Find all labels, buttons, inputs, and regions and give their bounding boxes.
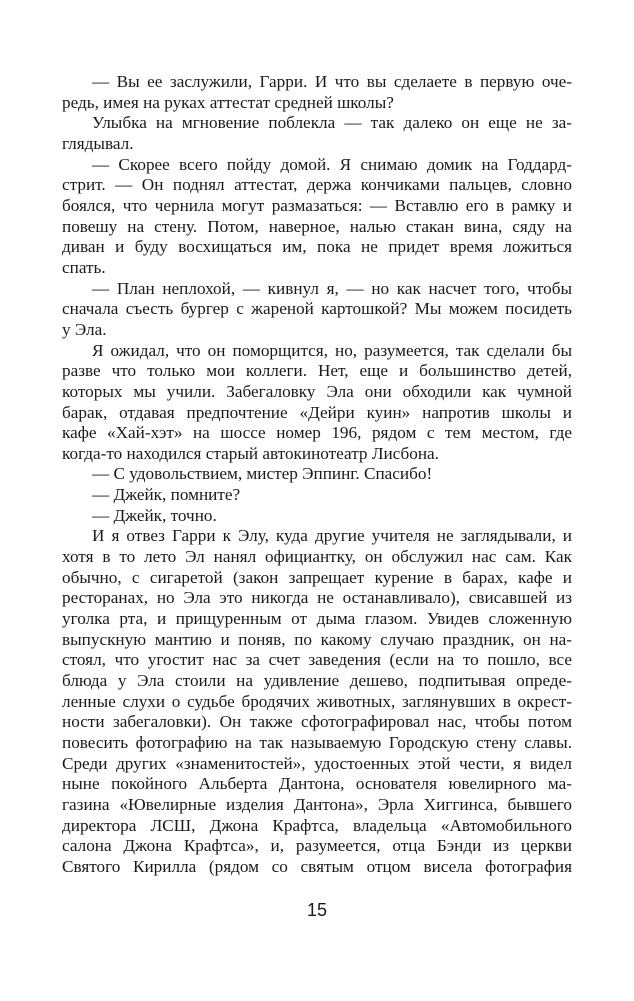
text-line: редь, имея на руках аттестат средней школы? bbox=[62, 92, 394, 112]
text-line: повесить фотографию на так называемую Городскую стену славы. bbox=[62, 733, 572, 752]
text-line: выпускную мантию и поняв, по какому случаю праздник, он на- bbox=[62, 629, 572, 649]
text-line: И я отвез Гарри к Элу, куда другие учителя не заглядывали, и bbox=[92, 526, 572, 546]
text-line: уголка рта, и прищуренным от дыма глазом. Увидев сложенную bbox=[62, 609, 572, 629]
text-line: сначала съесть бургер с жареной картошкой? Мы можем посидеть bbox=[62, 299, 572, 319]
text-line: — План неплохой, — кивнул я, — но как насчет того, чтобы bbox=[92, 278, 572, 298]
text-line: директора ЛСШ, Джона Крафтса, владельца «Автомобильного bbox=[62, 815, 572, 835]
text-line: диван и буду восхищаться им, пока не придет время ложиться bbox=[62, 237, 572, 257]
page-number: 15 bbox=[306, 900, 328, 920]
text-line: которых мы учили. Забегаловку Эла они обходили как чумной bbox=[62, 381, 572, 401]
text-line: — С удовольствием, мистер Эппинг. Спасибо! bbox=[92, 464, 433, 484]
text-line: хотя в то лето Эл нанял официантку, он обслужил нас сам. Как bbox=[62, 547, 572, 567]
text-line: — Скорее всего пойду домой. Я снимаю домик на Годдард- bbox=[92, 154, 572, 174]
text-line: ленные слухи о судьбе бродячих животных, заглянувших в окрест- bbox=[62, 691, 572, 711]
text-line: разве что только мои коллеги. Нет, еще и большинство детей, bbox=[62, 361, 572, 381]
text-line: блюда у Эла стоили на удивление дешево, подпитывая опреде- bbox=[62, 671, 572, 691]
text-line: Я ожидал, что он поморщится, но, разумеется, так сделали бы bbox=[92, 340, 572, 360]
text-line: стрит. — Он поднял аттестат, держа кончиками пальцев, словно bbox=[62, 175, 572, 195]
text-line: газина «Ювелирные изделия Дантона», Эрла Хиггинса, бывшего bbox=[62, 794, 572, 814]
text-line: глядывал. bbox=[62, 133, 134, 153]
text-line: — Джейк, точно. bbox=[92, 505, 217, 525]
text-line: когда-то находился старый автокинотеатр Лисбона. bbox=[62, 443, 439, 463]
text-line: стоял, что угостит нас за счет заведения (если на то пошло, все bbox=[62, 650, 572, 670]
text-line: ности забегаловки). Он также сфотографировал нас, чтобы потом bbox=[62, 712, 572, 732]
text-line: Святого Кирилла (рядом со святым отцом висела фотография bbox=[62, 856, 572, 876]
text-line: Среди других «знаменитостей», удостоенных этой чести, я видел bbox=[62, 753, 572, 773]
text-line: Улыбка на мгновение поблекла — так далеко он еще не за- bbox=[92, 113, 572, 133]
text-line: спать. bbox=[62, 257, 106, 277]
text-line: салона Джона Крафтса», и, разумеется, отца Бэнди из церкви bbox=[62, 836, 572, 856]
text-line: барак, отдавая предпочтение «Дейри куин» напротив школы и bbox=[62, 402, 572, 422]
text-line: ресторанах, но Эла это никогда не останавливало), свисавшей из bbox=[62, 588, 572, 608]
text-line: обычно, с сигаретой (закон запрещает курение в барах, кафе и bbox=[62, 567, 572, 587]
text-line: повешу на стену. Потом, наверное, налью стакан вина, сяду на bbox=[62, 216, 572, 236]
text-line: кафе «Хай-хэт» на шоссе номер 196, рядом с тем местом, где bbox=[62, 423, 572, 443]
text-line: — Вы ее заслужили, Гарри. И что вы сделаете в первую оче- bbox=[92, 72, 572, 91]
text-line: ныне покойного Альберта Дантона, основателя ювелирного ма- bbox=[62, 774, 572, 794]
text-line: у Эла. bbox=[62, 319, 107, 339]
text-line: боялся, что чернила могут размазаться: — Вставлю его в рамку и bbox=[62, 195, 572, 215]
text-line: — Джейк, помните? bbox=[92, 485, 241, 505]
body-text bbox=[62, 72, 572, 878]
